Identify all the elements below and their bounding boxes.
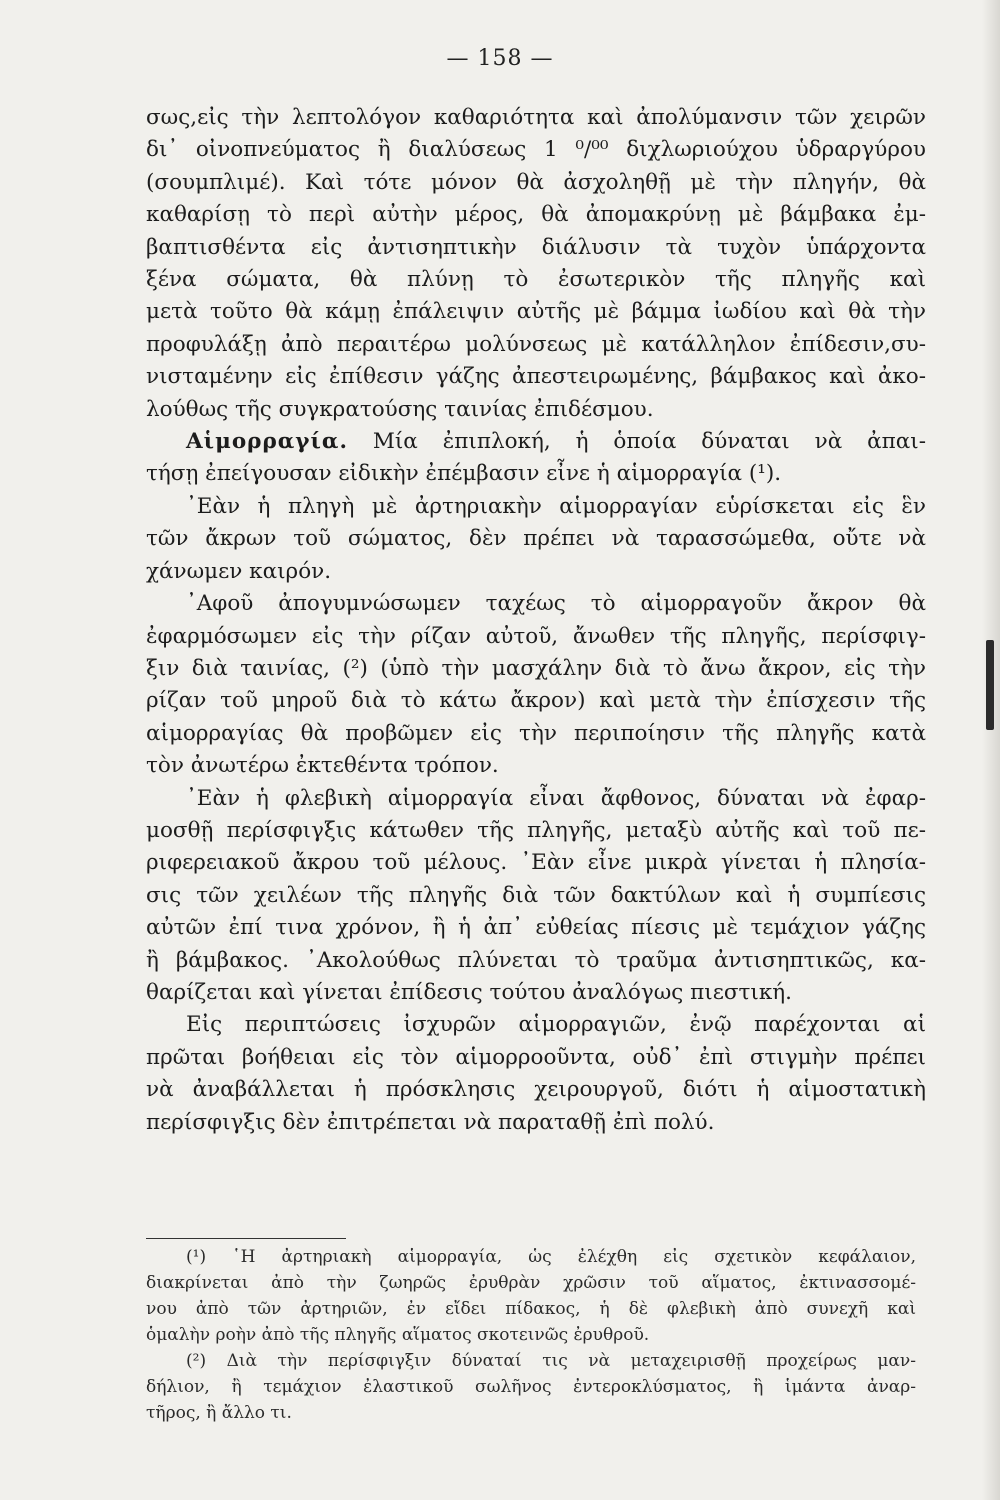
text-line: νὰ ἀναβάλλεται ἡ πρόσκλησις χειρουργοῦ, διότι ἡ αἱμοστατικὴ bbox=[146, 1077, 926, 1103]
section-heading: Αἱμορραγία. bbox=[186, 429, 348, 455]
text-line: ξιν διὰ ταινίας, (²) (ὑπὸ τὴν μασχάλην διὰ τὸ ἄνω ἄκρον, εἰς τὴν bbox=[146, 655, 926, 681]
text-line: ἐφαρμόσωμεν εἰς τὴν ρίζαν αὐτοῦ, ἄνωθεν τῆς πληγῆς, περίσφιγ- bbox=[146, 623, 926, 649]
text-line: ρίζαν τοῦ μηροῦ διὰ τὸ κάτω ἄκρον) καὶ μετὰ τὴν ἐπίσχεσιν τῆς bbox=[146, 688, 926, 714]
footnote-line: (¹) ῾Η ἀρτηριακὴ αἱμορραγία, ὡς ἐλέχθη εἰς σχετικὸν κεφάλαιον, bbox=[186, 1247, 916, 1267]
footnote-line: τῆρος, ἢ ἄλλο τι. bbox=[146, 1403, 292, 1423]
text-line: Εἰς περιπτώσεις ἰσχυρῶν αἱμορραγιῶν, ἐνῷ παρέχονται αἱ bbox=[186, 1012, 926, 1038]
section-heading-line bbox=[146, 426, 926, 458]
footnote-line: (²) Διὰ τὴν περίσφιγξιν δύναταί τις νὰ μεταχειρισθῇ προχείρως μαν- bbox=[186, 1351, 916, 1371]
text-line: ριφερειακοῦ ἄκρου τοῦ μέλους. ᾽Εὰν εἶνε μικρὰ γίνεται ἡ πλησία- bbox=[146, 850, 926, 876]
text-line: σως,εἰς τὴν λεπτολόγον καθαριότητα καὶ ἀπολύμανσιν τῶν χειρῶν bbox=[146, 105, 926, 130]
text-line: ᾽Αφοῦ ἀπογυμνώσωμεν ταχέως τὸ αἱμορραγοῦν ἄκρον θὰ bbox=[186, 591, 926, 617]
body-text bbox=[146, 102, 926, 1139]
text-line: ξένα σώματα, θὰ πλύνῃ τὸ ἐσωτερικὸν τῆς πληγῆς καὶ bbox=[146, 267, 926, 293]
text-line: αὐτῶν ἐπί τινα χρόνον, ἢ ἡ ἀπ᾽ εὐθείας πίεσις μὲ τεμάχιον γάζης bbox=[146, 915, 926, 941]
text-line: βαπτισθέντα εἰς ἀντισηπτικὴν διάλυσιν τὰ τυχὸν ὑπάρχοντα bbox=[146, 234, 926, 260]
page-number: — 158 — bbox=[446, 46, 554, 71]
text-line: καθαρίσῃ τὸ περὶ αὐτὴν μέρος, θὰ ἀπομακρύνῃ μὲ βάμβακα ἐμ- bbox=[146, 202, 926, 228]
text-line: μοσθῇ περίσφιγξις κάτωθεν τῆς πληγῆς, μεταξὺ αὐτῆς καὶ τοῦ πε- bbox=[146, 817, 926, 843]
text-line: μετὰ τοῦτο θὰ κάμῃ ἐπάλειψιν αὐτῆς μὲ βάμμα ἰωδίου καὶ θὰ τὴν bbox=[146, 299, 926, 325]
footnote-line: διακρίνεται ἀπὸ τὴν ζωηρῶς ἐρυθρὰν χρῶσιν τοῦ αἵματος, ἐκτινασσομέ- bbox=[146, 1273, 916, 1293]
footnotes bbox=[146, 1244, 916, 1426]
binding-shadow bbox=[982, 0, 1000, 1500]
text-line: ᾽Εὰν ἡ πληγὴ μὲ ἀρτηριακὴν αἱμορραγίαν εὑρίσκεται εἰς ἓν bbox=[186, 493, 926, 519]
text-line: προφυλάξῃ ἀπὸ περαιτέρω μολύνσεως μὲ κατάλληλον ἐπίδεσιν,συ- bbox=[146, 331, 926, 357]
text-line: ἢ βάμβακος. ᾽Ακολούθως πλύνεται τὸ τραῦμα ἀντισηπτικῶς, κα- bbox=[146, 947, 926, 973]
text-line: λούθως τῆς συγκρατούσης ταινίας ἐπιδέσμου. bbox=[146, 396, 654, 422]
text-line: τὸν ἀνωτέρω ἐκτεθέντα τρόπον. bbox=[146, 753, 499, 779]
text-line: αἱμορραγίας θὰ προβῶμεν εἰς τὴν περιποίησιν τῆς πληγῆς κατὰ bbox=[146, 720, 926, 746]
text-line: σις τῶν χειλέων τῆς πληγῆς διὰ τῶν δακτύλων καὶ ἡ συμπίεσις bbox=[146, 882, 926, 908]
text-line: θαρίζεται καὶ γίνεται ἐπίδεσις τούτου ἀναλόγως πιεστική. bbox=[146, 979, 792, 1005]
text-line: πρῶται βοήθειαι εἰς τὸν αἱμορροοῦντα, οὐδ᾽ ἐπὶ στιγμὴν πρέπει bbox=[146, 1044, 926, 1070]
text-line: νισταμένην εἰς ἐπίθεσιν γάζης ἀπεστειρωμένης, βάμβακος καὶ ἀκο- bbox=[146, 364, 926, 390]
text-line: τήσῃ ἐπείγουσαν εἰδικὴν ἐπέμβασιν εἶνε ἡ αἱμορραγία (¹). bbox=[146, 461, 782, 487]
footnote-line: δήλιον, ἢ τεμάχιον ἐλαστικοῦ σωλῆνος ἐντεροκλύσματος, ἢ ἱμάντα ἀναρ- bbox=[146, 1377, 916, 1397]
text-line: περίσφιγξις δὲν ἐπιτρέπεται νὰ παραταθῇ ἐπὶ πολύ. bbox=[146, 1109, 715, 1135]
text-line: τῶν ἄκρων τοῦ σώματος, δὲν πρέπει νὰ ταρασσώμεθα, οὔτε νὰ bbox=[146, 526, 926, 552]
heading-line-text: Μία ἐπιπλοκή, ἡ ὁποία δύναται νὰ ἀπαι- bbox=[347, 429, 926, 455]
text-line: δι᾽ οἰνοπνεύματος ἢ διαλύσεως 1 ⁰/⁰⁰ διχλωριούχου ὑδραργύρου bbox=[146, 137, 926, 163]
footnote-line: ὁμαλὴν ροὴν ἀπὸ τῆς πληγῆς αἵματος σκοτεινῶς ἐρυθροῦ. bbox=[146, 1325, 650, 1345]
text-line: χάνωμεν καιρόν. bbox=[146, 558, 332, 584]
text-line: ᾽Εὰν ἡ φλεβικὴ αἱμορραγία εἶναι ἄφθονος, δύναται νὰ ἐφαρ- bbox=[186, 785, 926, 811]
scan-clip-mark bbox=[986, 640, 994, 730]
text-line: (σουμπλιμέ). Καὶ τότε μόνον θὰ ἀσχοληθῇ μὲ τὴν πληγήν, θὰ bbox=[146, 169, 926, 195]
footnote-line: νου ἀπὸ τῶν ἀρτηριῶν, ἐν εἴδει πίδακος, ἡ δὲ φλεβικὴ ἀπὸ συνεχῆ καὶ bbox=[146, 1299, 916, 1319]
footnote-divider bbox=[146, 1238, 346, 1239]
